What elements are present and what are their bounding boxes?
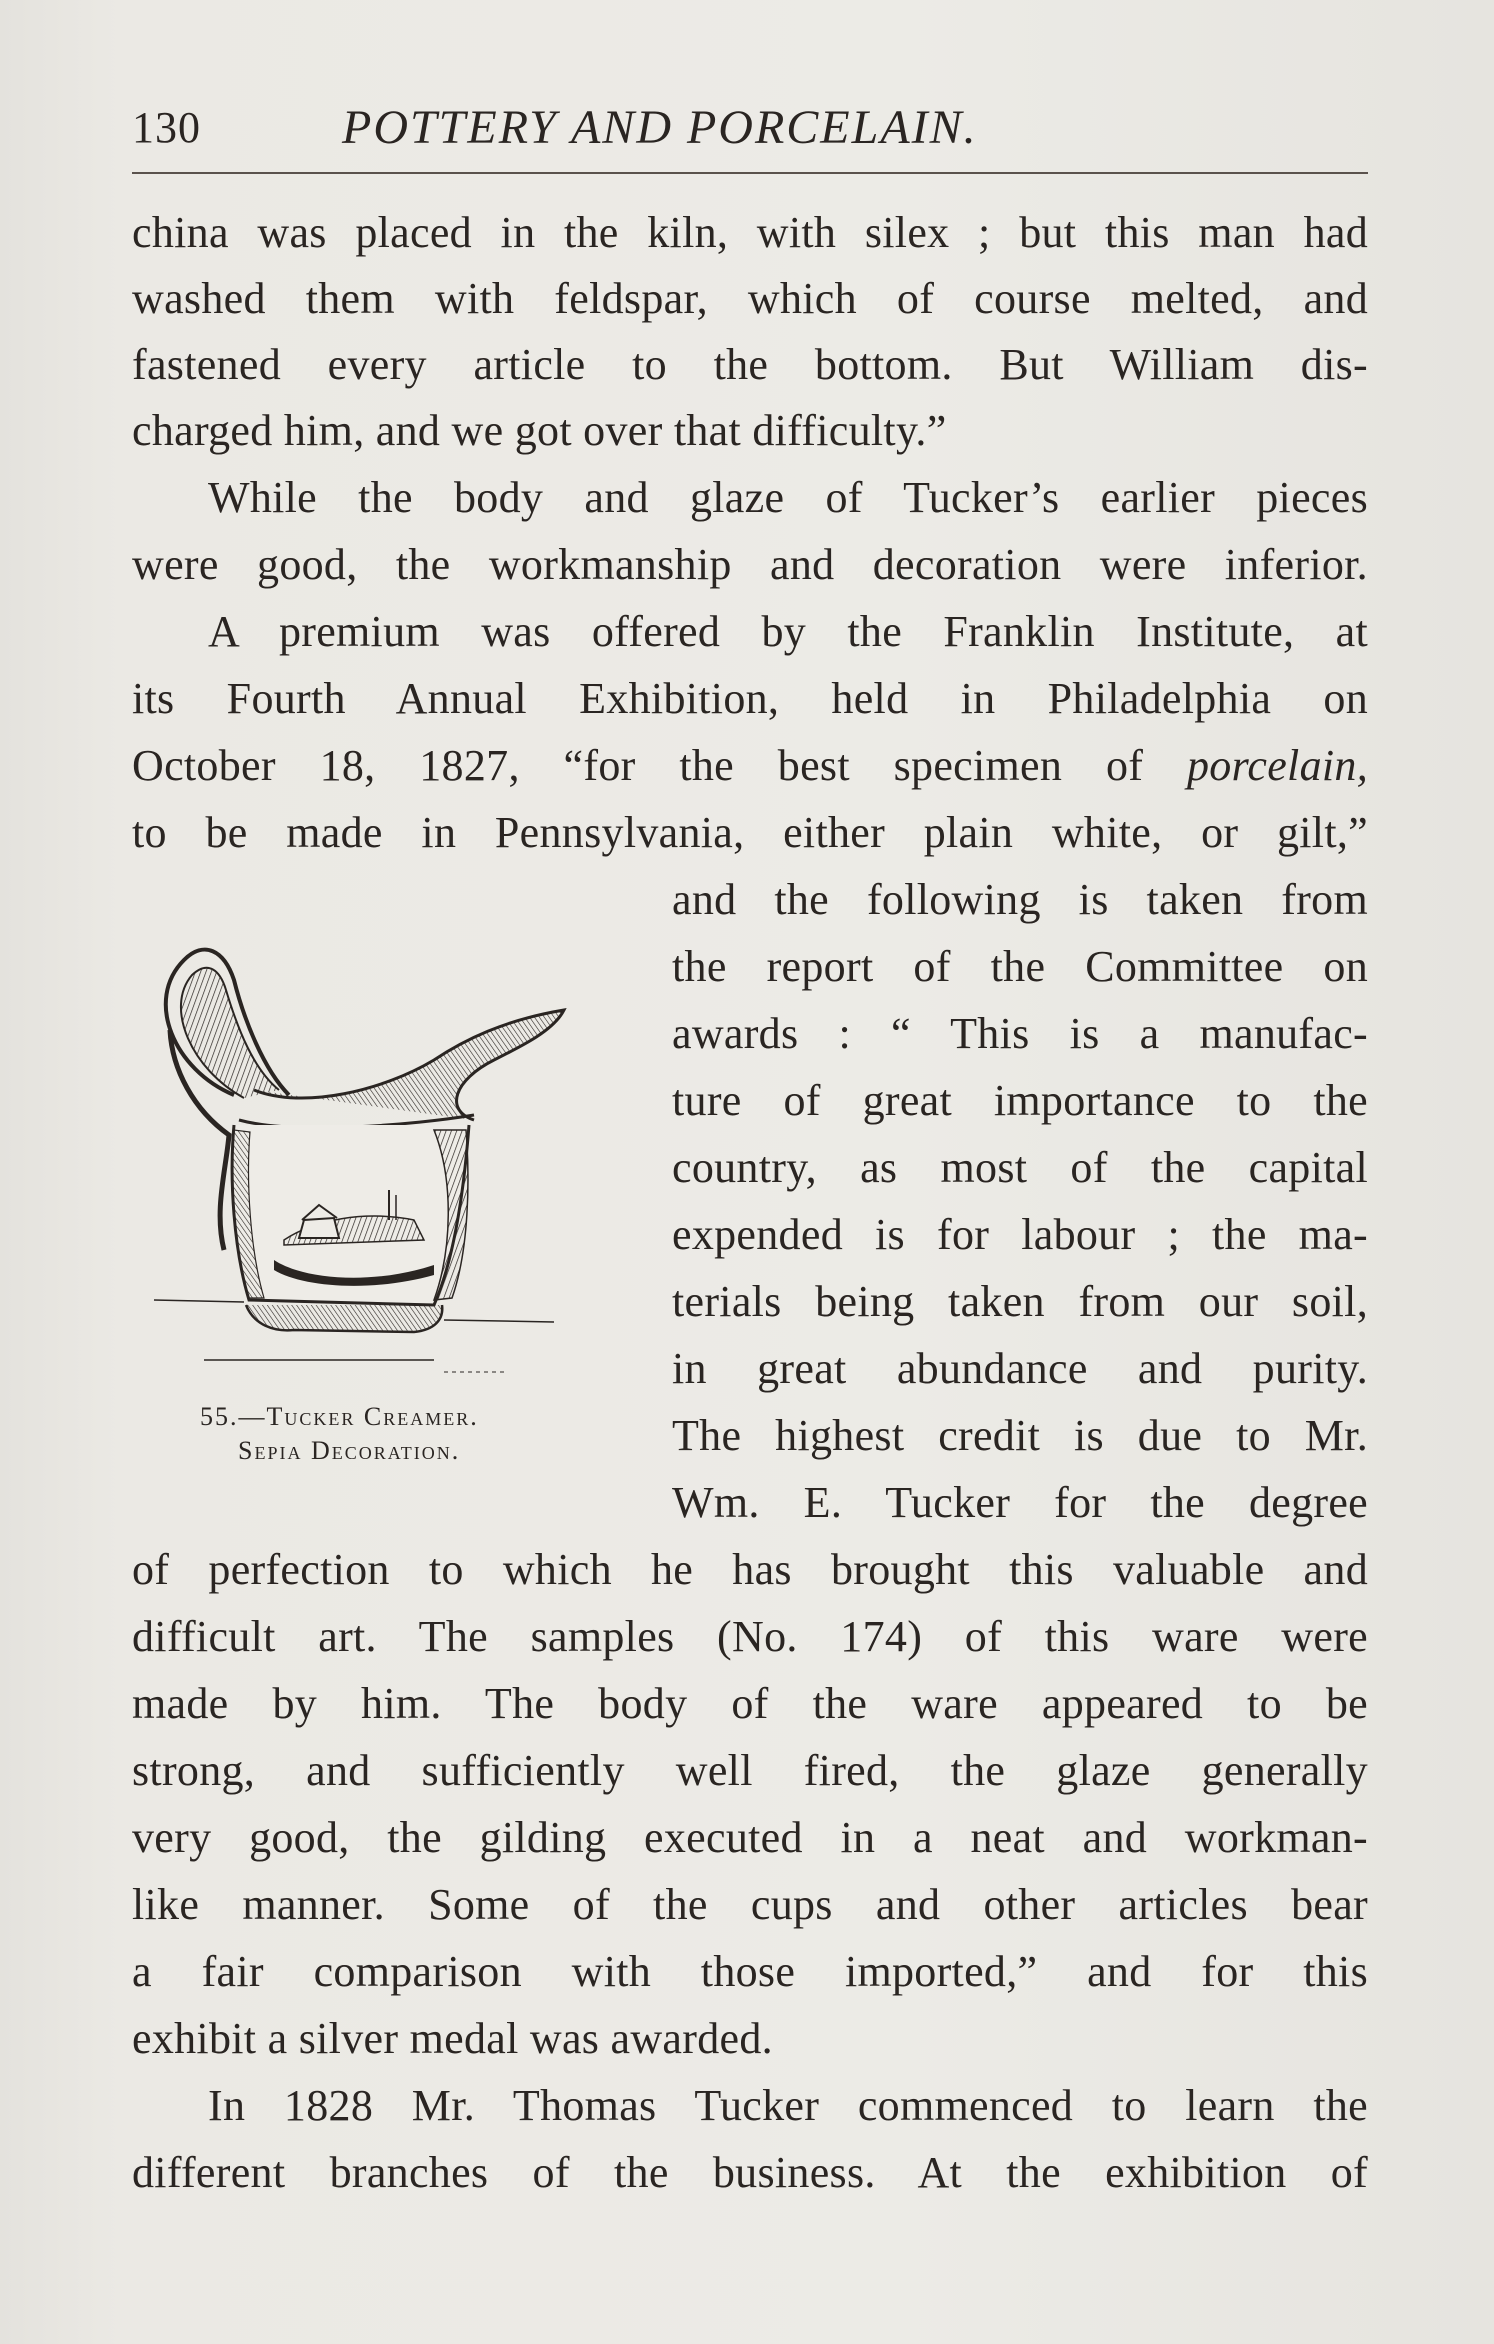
text-line: a fair comparison with those imported,” and for this [132, 1947, 1368, 1996]
text-line: charged him, and we got over that difficulty.” [132, 406, 947, 455]
text-line: strong, and sufficiently well fired, the glaze generally [132, 1746, 1368, 1795]
text-line: china was placed in the kiln, with silex ; but this man had [132, 208, 1368, 257]
page-header [132, 92, 1372, 162]
text-line: A premium was offered by the Franklin Institute, at [208, 607, 1368, 656]
text-line: like manner. Some of the cups and other articles bear [132, 1880, 1368, 1929]
text-line: awards : “ This is a manufac- [672, 1009, 1368, 1058]
text-line: expended is for labour ; the ma- [672, 1210, 1368, 1259]
text-line: country, as most of the capital [672, 1143, 1368, 1192]
running-title: POTTERY AND PORCELAIN. [342, 101, 978, 154]
caption-line-2: Sepia Decoration. [238, 1436, 461, 1465]
text-line: different branches of the business. At the exhibition of [132, 2148, 1368, 2197]
text-line: very good, the gilding executed in a neat and workman- [132, 1813, 1368, 1862]
text-line: washed them with feldspar, which of course melted, and [132, 274, 1368, 323]
page-number: 130 [132, 103, 201, 152]
text-line: exhibit a silver medal was awarded. [132, 2014, 773, 2063]
text-line: made by him. The body of the ware appeared to be [132, 1679, 1368, 1728]
caption-line-1: 55.—Tucker Creamer. [200, 1402, 479, 1431]
text-line: of perfection to which he has brought this valuable and [132, 1545, 1368, 1594]
text-line: Wm. E. Tucker for the degree [672, 1478, 1368, 1527]
text-line-october [132, 733, 1368, 799]
header-rule [132, 172, 1368, 174]
creamer-illustration [134, 920, 644, 1390]
text-line: in great abundance and purity. [672, 1344, 1368, 1393]
italic-porcelain: porcelain, [1187, 741, 1368, 790]
text-line: ture of great importance to the [672, 1076, 1368, 1125]
text-line: to be made in Pennsylvania, either plain white, or gilt,” [132, 808, 1368, 857]
text-line: terials being taken from our soil, [672, 1277, 1368, 1326]
text-line: and the following is taken from [672, 875, 1368, 924]
text-line: The highest credit is due to Mr. [672, 1411, 1368, 1460]
text-line: While the body and glaze of Tucker’s earlier pieces [208, 473, 1368, 522]
text-line: difficult art. The samples (No. 174) of this ware were [132, 1612, 1368, 1661]
text-line: the report of the Committee on [672, 942, 1368, 991]
text-line: fastened every article to the bottom. But William dis- [132, 340, 1368, 389]
text-line: were good, the workmanship and decoration were inferior. [132, 540, 1368, 589]
figure-caption [200, 1400, 620, 1468]
text-span: October 18, 1827, “for the best specimen of [132, 741, 1187, 790]
text-line: its Fourth Annual Exhibition, held in Philadelphia on [132, 674, 1368, 723]
text-line: In 1828 Mr. Thomas Tucker commenced to learn the [208, 2081, 1368, 2130]
